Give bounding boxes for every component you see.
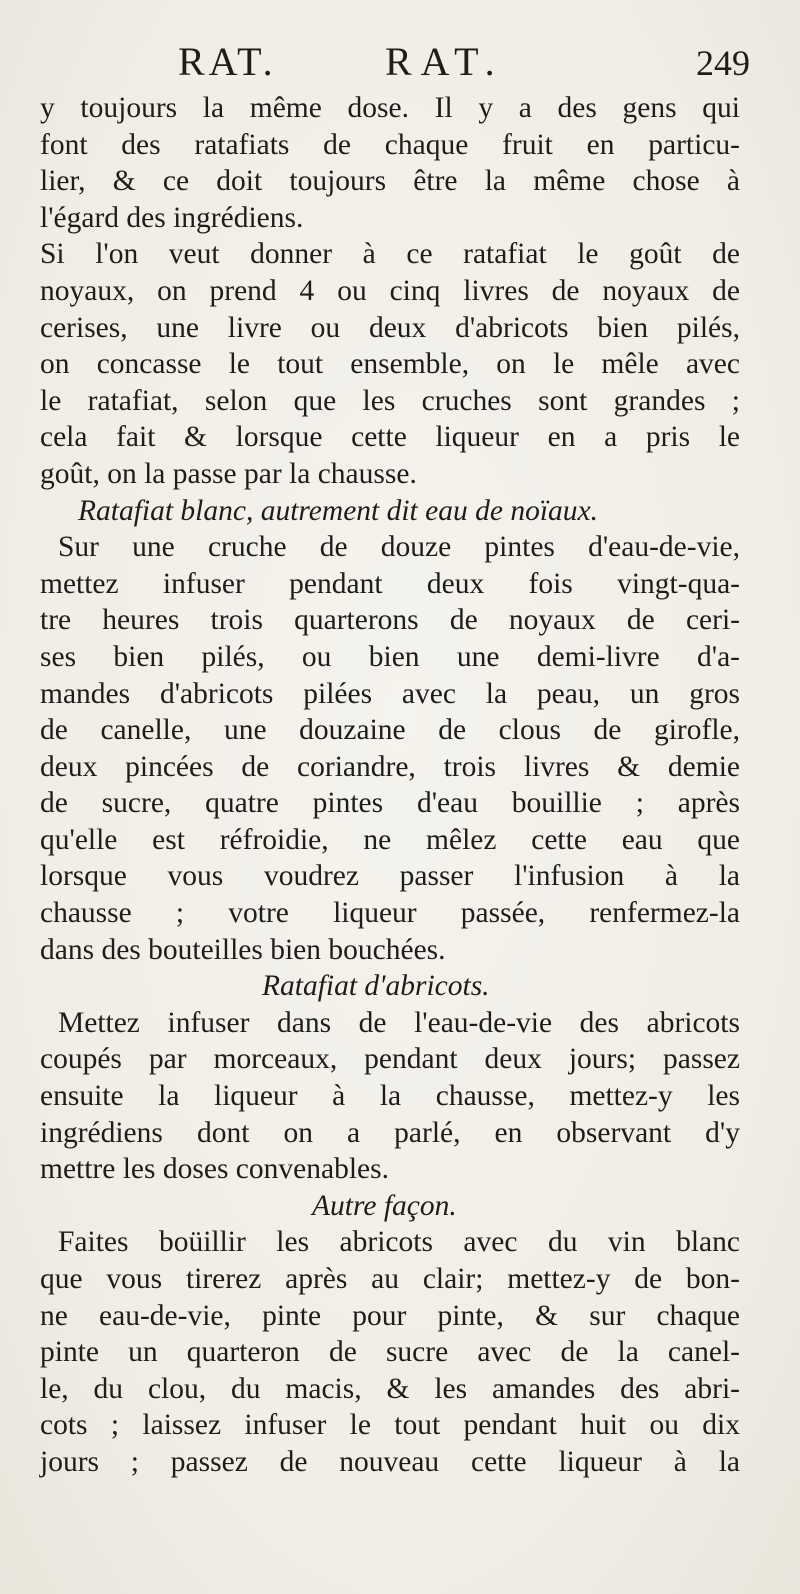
text-line: lier, & ce doit toujours être la même chose à	[40, 165, 740, 198]
text-line: que vous tirerez après au clair; mettez-y de bon-	[40, 1263, 740, 1295]
text-line: on concasse le tout ensemble, on le mêle avec	[40, 348, 740, 381]
text-line: de canelle, une douzaine de clous de girofle,	[40, 714, 740, 747]
text-line: chausse ; votre liqueur passée, renfermez-la	[40, 897, 740, 930]
text-line: Si l'on veut donner à ce ratafiat le goût de	[40, 238, 740, 271]
text-line: mandes d'abricots pilées avec la peau, un gros	[40, 677, 740, 710]
text-line: dans des bouteilles bien bouchées.	[40, 933, 446, 966]
text-line: goût, on la passe par la chausse.	[40, 457, 417, 490]
text-line: Faites boüillir les abricots avec du vin blanc	[58, 1226, 740, 1259]
text-line: tre heures trois quarterons de noyaux de ceri-	[40, 604, 740, 637]
text-line: lorsque vous voudrez passer l'infusion à la	[40, 860, 740, 893]
text-line: le ratafiat, selon que les cruches sont grandes ;	[40, 384, 740, 417]
text-line: de sucre, quatre pintes d'eau bouillie ; après	[40, 787, 740, 820]
text-line: coupés par morceaux, pendant deux jours; passez	[40, 1043, 740, 1076]
text-line: jours ; passez de nouveau cette liqueur à la	[40, 1445, 740, 1478]
text-line: Sur une cruche de douze pintes d'eau-de-vie,	[58, 531, 740, 564]
header-left-word: RAT.	[178, 39, 277, 84]
text-line: ingrédiens dont on a parlé, en observant d'y	[40, 1116, 740, 1149]
text-line: deux pincées de coriandre, trois livres & demie	[40, 750, 740, 783]
text-line: ses bien pilés, ou bien une demi-livre d'a-	[40, 640, 740, 673]
text-line: mettez infuser pendant deux fois vingt-qua-	[40, 567, 740, 600]
page-number: 249	[696, 43, 750, 83]
section-heading: Ratafiat d'abricots.	[262, 970, 490, 1003]
text-line: l'égard des ingrédiens.	[40, 201, 304, 234]
header-center-word: RAT.	[385, 39, 504, 84]
text-line: cerises, une livre ou deux d'abricots bien pilés,	[40, 311, 740, 344]
text-line: Mettez infuser dans de l'eau-de-vie des abricots	[58, 1006, 740, 1039]
running-header	[40, 38, 750, 98]
text-line: pinte un quarteron de sucre avec de la canel-	[40, 1336, 740, 1369]
text-line: qu'elle est réfroidie, ne mêlez cette eau que	[40, 823, 740, 856]
section-heading: Ratafiat blanc, autrement dit eau de noïaux.	[78, 494, 598, 527]
text-line: cots ; laissez infuser le tout pendant huit ou dix	[40, 1409, 740, 1442]
text-line: cela fait & lorsque cette liqueur en a pris le	[40, 421, 740, 454]
text-line: mettre les doses convenables.	[40, 1153, 389, 1186]
body-text	[40, 90, 740, 1481]
text-line: ensuite la liqueur à la chausse, mettez-y les	[40, 1080, 740, 1113]
text-line: noyaux, on prend 4 ou cinq livres de noyaux de	[40, 274, 740, 307]
text-line: y toujours la même dose. Il y a des gens qui	[40, 92, 740, 124]
text-line: ne eau-de-vie, pinte pour pinte, & sur chaque	[40, 1299, 740, 1332]
section-heading: Autre façon.	[312, 1189, 457, 1222]
text-line: font des ratafiats de chaque fruit en particu-	[40, 128, 740, 161]
text-line: le, du clou, du macis, & les amandes des abri-	[40, 1372, 740, 1405]
